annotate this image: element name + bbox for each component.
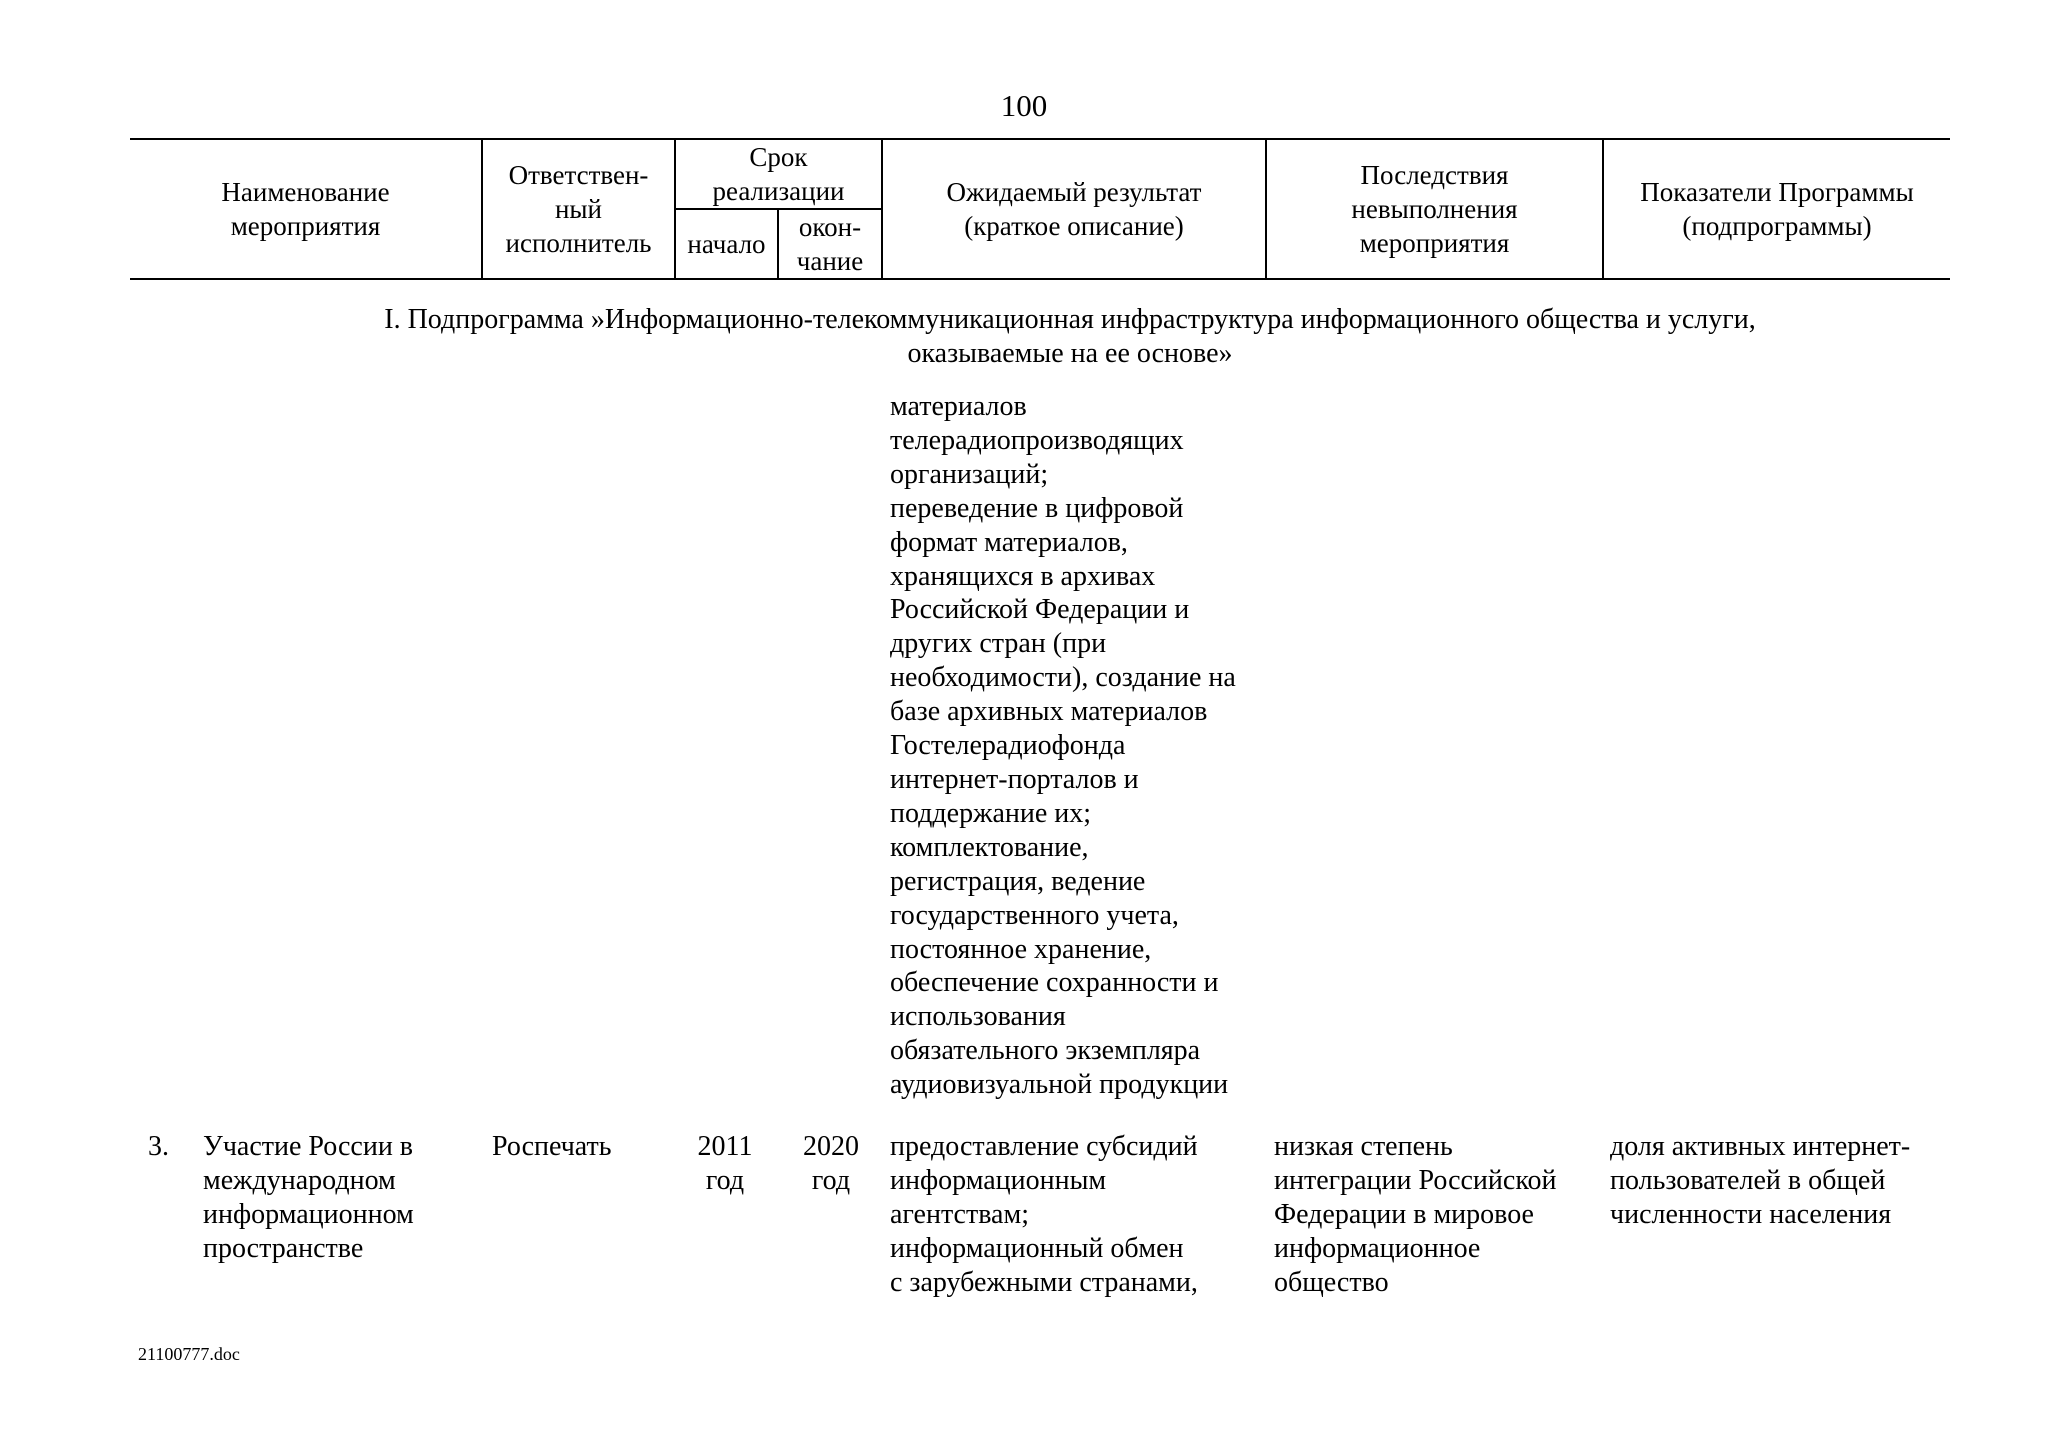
continued-result-line: базе архивных материалов — [890, 696, 1208, 728]
row-end: 2020 год — [803, 1131, 859, 1196]
header-responsible: Ответствен- ный исполнитель — [482, 139, 675, 279]
row-start: 2011 год — [697, 1131, 753, 1196]
continued-result-line: организаций; — [890, 458, 1049, 490]
continued-result-line: обязательного экземпляра — [890, 1035, 1201, 1067]
continued-result-line: необходимости), создание на — [890, 662, 1236, 694]
continued-result-line: Российской Федерации и — [890, 594, 1190, 626]
header-start: начало — [675, 209, 778, 279]
header-end: окон- чание — [778, 209, 882, 279]
continued-result-line: регистрация, ведение — [890, 865, 1146, 897]
continued-result-line: государственного учета, — [890, 899, 1179, 931]
page-number: 100 — [1000, 88, 1048, 123]
continued-result-line: формат материалов, — [890, 526, 1128, 558]
continued-result-line: использования — [890, 1001, 1066, 1033]
continued-result-line: постоянное хранение, — [890, 933, 1152, 965]
continued-result-line: телерадиопроизводящих — [890, 424, 1184, 456]
continued-result-line: аудиовизуальной продукции — [890, 1069, 1229, 1101]
header-consequences: Последствия невыполнения мероприятия — [1266, 139, 1603, 279]
continued-result-line: обеспечение сохранности и — [890, 967, 1219, 999]
continued-result-line: переведение в цифровой — [890, 492, 1184, 524]
row-name: Участие России в международном информационном пространстве — [203, 1131, 414, 1264]
continued-result-line: комплектование, — [890, 831, 1089, 863]
continued-result-line: Гостелерадиофонда — [890, 730, 1126, 762]
continued-result-line: других стран (при — [890, 628, 1107, 660]
row-result: предоставление субсидий информационным агентствам; информационный обмен с зарубежными странами, — [890, 1131, 1198, 1298]
row-responsible: Роспечать — [492, 1131, 612, 1162]
continued-result-line: хранящихся в архивах — [890, 560, 1156, 592]
row-indicators: доля активных интернет- пользователей в общей численности населения — [1610, 1131, 1911, 1230]
header-indicators: Показатели Программы (подпрограммы) — [1603, 139, 1950, 279]
section-title: I. Подпрограмма »Информационно-телекоммуникационная инфраструктура информационного общества и услуги, оказываемые на ее основе» — [384, 304, 1756, 369]
header-result: Ожидаемый результат (краткое описание) — [882, 139, 1266, 279]
row-consequences: низкая степень интеграции Российской Федерации в мировое информационное общество — [1274, 1131, 1557, 1298]
continued-result-line: интернет-порталов и — [890, 763, 1139, 795]
continued-result-text — [890, 390, 1280, 1102]
row-number: 3. — [148, 1131, 169, 1162]
header-term: Срок реализации — [675, 139, 882, 209]
continued-result-line: материалов — [890, 391, 1027, 422]
table-header — [130, 138, 1950, 280]
document-filename: 21100777.doc — [138, 1344, 240, 1364]
header-name: Наименование мероприятия — [130, 139, 482, 279]
continued-result-line: поддержание их; — [890, 797, 1092, 829]
